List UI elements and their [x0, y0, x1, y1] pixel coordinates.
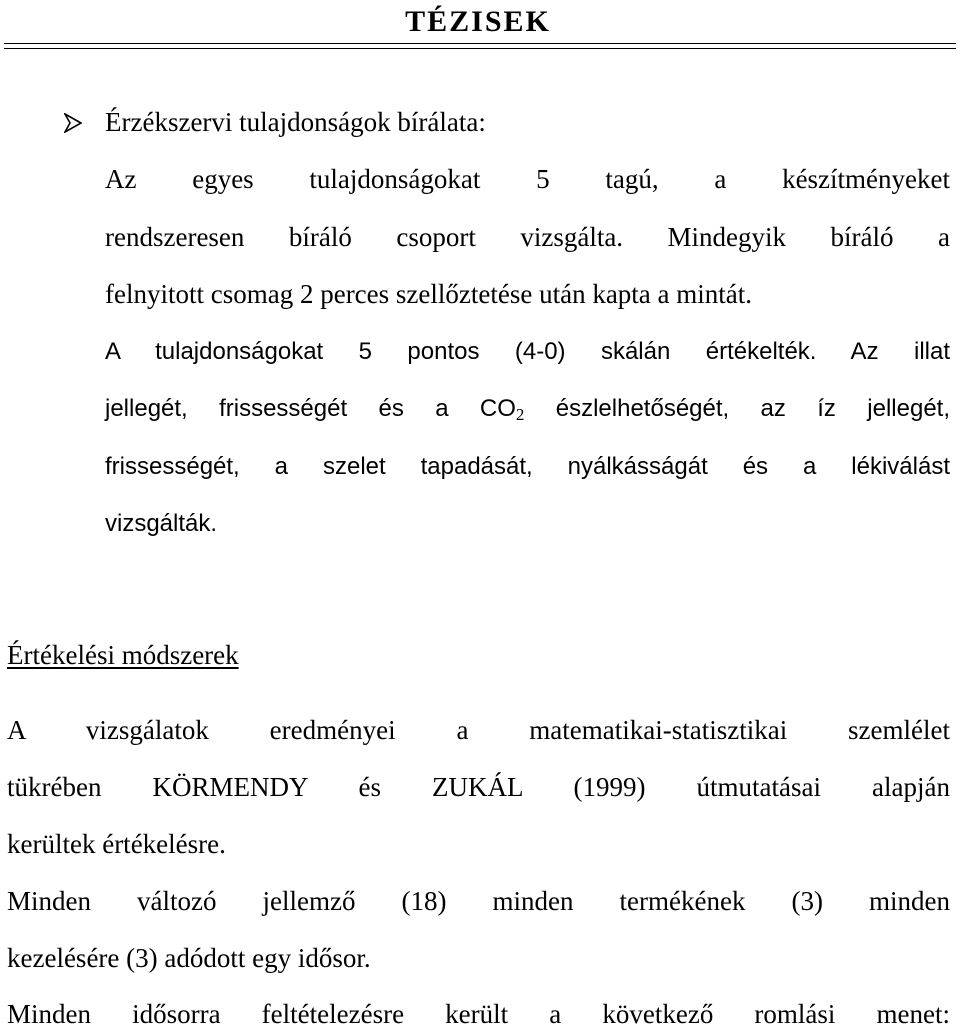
title-rule — [4, 43, 956, 44]
arrow-bullet-icon — [64, 113, 82, 133]
text-line: rendszeresen bíráló csoport vizsgálta. Mindegyik bíráló a — [105, 222, 950, 252]
section-heading-methods: Értékelési módszerek — [7, 640, 239, 670]
text-line: kezelésére (3) adódott egy idősor. — [7, 943, 371, 973]
page-title: TÉZISEK — [405, 5, 551, 38]
section-heading-sensory: Érzékszervi tulajdonságok bírálata: — [105, 107, 486, 137]
text-line: frissességét, a szelet tapadását, nyálkásságát és a lékiválást — [105, 453, 950, 480]
text-fragment: észlelhetőségét, az íz jellegét, — [524, 395, 950, 422]
text-line: tükrében KÖRMENDY és ZUKÁL (1999) útmutatásai alapján — [7, 772, 950, 802]
title-rule-second — [4, 48, 956, 49]
text-line: vizsgálták. — [105, 510, 218, 537]
text-line: kerültek értékelésre. — [7, 829, 226, 859]
text-fragment: jellegét, frissességét és a CO — [105, 395, 516, 422]
text-line: A vizsgálatok eredményei a matematikai-statisztikai szemlélet — [7, 715, 950, 745]
text-line: felnyitott csomag 2 perces szellőztetése után kapta a mintát. — [105, 279, 753, 309]
text-line: Minden változó jellemző (18) minden termékének (3) minden — [7, 886, 950, 916]
text-line-co2 — [105, 393, 950, 425]
text-line: Minden idősorra feltételezésre került a következő romlási menet: — [7, 999, 950, 1029]
subscript: 2 — [515, 405, 525, 424]
text-line: A tulajdonságokat 5 pontos (4-0) skálán értékelték. Az illat — [105, 338, 950, 365]
text-line: Az egyes tulajdonságokat 5 tagú, a készítményeket — [105, 164, 950, 194]
